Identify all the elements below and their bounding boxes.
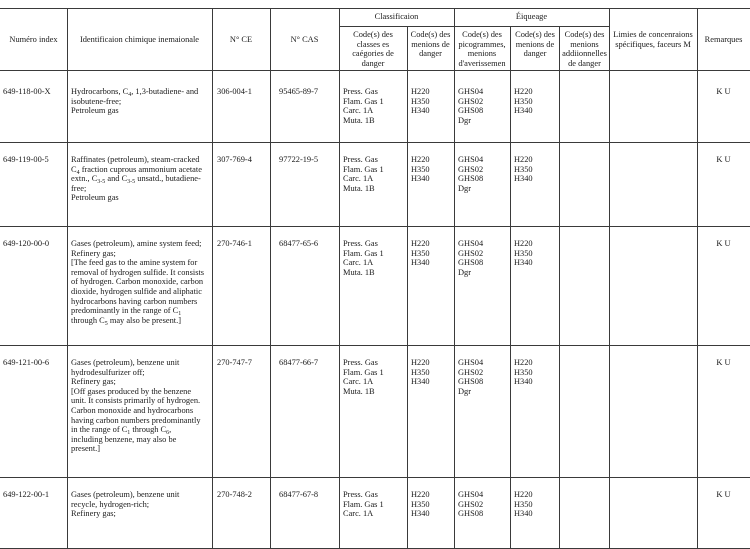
pictogram-codes-line: GHS04 [458, 239, 484, 248]
label-hazard-statement-codes-line: H340 [514, 174, 533, 184]
hazard-class-codes-line: Carc. 1A [343, 377, 374, 387]
ec-number: 270-748-2 [217, 490, 252, 499]
hazard-statement-codes-line: H350 [411, 96, 430, 106]
pictogram-codes-line: GHS02 [458, 248, 484, 258]
index-number: 649-121-00-6 [3, 358, 50, 367]
label-hazard-statement-codes-line: H340 [514, 106, 533, 116]
pictogram-codes [458, 358, 508, 396]
label-hazard-statement-codes-line: H220 [514, 87, 533, 96]
row-divider [0, 477, 750, 478]
label-hazard-statement-codes-line: H350 [514, 499, 533, 509]
chemical-identification-line: [Off gases produced by the benzene [71, 386, 192, 396]
hazard-class-codes-line: Flam. Gas 1 [343, 367, 384, 377]
header-identification: Identificaion chimique inemaionale [79, 35, 200, 44]
pictogram-codes-line: GHS02 [458, 96, 484, 106]
hazard-class-codes-line: Muta. 1B [343, 267, 375, 277]
ec-number: 270-747-7 [217, 358, 252, 367]
chemical-identification-line: Petroleum gas [71, 193, 119, 203]
col-divider [559, 26, 560, 549]
label-hazard-statement-codes-line: H350 [514, 248, 533, 258]
label-hazard-statement-codes-line: H340 [514, 258, 533, 268]
pictogram-codes-line: GHS08 [458, 106, 484, 116]
chemical-identification-line: of hydrogen. Carbon monoxide, carbon [71, 277, 204, 287]
row-divider [0, 142, 750, 143]
pictogram-codes-line: GHS08 [458, 174, 484, 184]
pictogram-codes-line: GHS04 [458, 155, 484, 164]
row-divider [0, 226, 750, 227]
remarks-notes: K U [716, 239, 731, 248]
label-hazard-statement-codes [514, 239, 558, 268]
label-hazard-statement-codes-line: H340 [514, 377, 533, 387]
hazard-class-codes-line: Press. Gas [343, 155, 378, 164]
chemical-identification-line: Carbon monoxide and hydrocarbons [71, 405, 194, 415]
index-number: 649-120-00-0 [3, 239, 50, 248]
header-remarks: Remarques [704, 35, 743, 44]
pictogram-codes-line: GHS02 [458, 164, 484, 174]
hazard-statement-codes-line: H220 [411, 358, 430, 367]
pictogram-codes-line: GHS08 [458, 258, 484, 268]
ec-number: 307-769-4 [217, 155, 252, 164]
hazard-statement-codes-line: H350 [411, 499, 430, 509]
chemical-identification-line: unit. It consists primarily of hydrogen. [71, 396, 201, 406]
hazard-class-codes-line: Muta. 1B [343, 386, 375, 396]
header-concentration-limits: Limies de concenraions spécifiques, faceurs M [613, 30, 693, 49]
hazard-statement-codes-line: H220 [411, 155, 430, 164]
hazard-class-codes-line: Muta. 1B [343, 183, 375, 193]
chemical-identification-line: Refinery gas; [71, 377, 116, 387]
cas-number: 97722-19-5 [279, 155, 319, 164]
pictogram-codes [458, 490, 508, 519]
hazard-class-codes-line: Muta. 1B [343, 115, 375, 125]
header-labelling: Éiqueage [515, 12, 548, 21]
col-divider [339, 8, 340, 549]
remarks-notes: K U [716, 358, 731, 367]
cas-number: 68477-65-6 [279, 239, 319, 248]
chemical-identification-line: Gases (petroleum), benzene unit [71, 490, 180, 499]
label-hazard-statement-codes [514, 155, 558, 184]
hazard-class-codes [343, 490, 405, 519]
chemical-identification-line: Raffinates (petroleum), steam-cracked [71, 155, 200, 164]
hazard-class-codes-line: Carc. 1A [343, 509, 374, 519]
hazard-class-codes-line: Carc. 1A [343, 258, 374, 268]
header-supplementary-statements: Code(s) des menions addiionnelles de danger [562, 30, 607, 68]
hazard-statement-codes-line: H350 [411, 164, 430, 174]
label-hazard-statement-codes [514, 87, 558, 116]
group-header-divider [339, 26, 609, 27]
hazard-class-codes-line: Flam. Gas 1 [343, 164, 384, 174]
hazard-statement-codes [411, 239, 453, 268]
remarks-notes: K U [716, 155, 731, 164]
label-hazard-statement-codes-line: H220 [514, 490, 533, 499]
hazard-statement-codes-line: H220 [411, 87, 430, 96]
hazard-class-codes-line: Press. Gas [343, 358, 378, 367]
hazard-class-codes-line: Carc. 1A [343, 106, 374, 116]
chemical-identification-line: extn., $C_{3-5}$ and $C_{3-5}$ unsatd., butadiene- [71, 174, 201, 186]
hazard-statement-codes [411, 358, 453, 387]
hazard-statement-codes-line: H340 [411, 509, 430, 519]
chemical-identification [71, 87, 211, 116]
hazard-statement-codes-line: H340 [411, 106, 430, 116]
cas-number: 68477-67-8 [279, 490, 319, 499]
pictogram-codes-line: GHS02 [458, 367, 484, 377]
hazard-statement-codes-line: H220 [411, 490, 430, 499]
chemical-identification-line: present.] [71, 444, 101, 454]
header-label-h-statements: Code(s) des menions de danger [515, 30, 555, 58]
col-divider [510, 26, 511, 549]
hazard-statement-codes-line: H340 [411, 377, 430, 387]
chemical-identification-line: Hydrocarbons, $C_4$, 1,3-butadiene- and [71, 87, 199, 98]
chemical-identification-line: hydrodesulfurizer off; [71, 367, 145, 377]
label-hazard-statement-codes-line: H350 [514, 367, 533, 377]
label-hazard-statement-codes-line: H340 [514, 509, 533, 519]
hazard-statement-codes-line: H350 [411, 248, 430, 258]
hazard-class-codes-line: Press. Gas [343, 87, 378, 96]
pictogram-codes-line: Dgr [458, 386, 472, 396]
chemical-identification [71, 239, 211, 325]
hazard-class-codes [343, 87, 405, 125]
header-class-h-statements: Code(s) des menions de danger [410, 30, 451, 58]
col-divider [609, 8, 610, 549]
hazard-class-codes [343, 155, 405, 193]
chemical-identification-line: through $C_5$ may also be present.] [71, 315, 181, 327]
pictogram-codes-line: GHS04 [458, 358, 484, 367]
chemical-identification-line: $C_4$ fraction cuprous ammonium acetate [71, 164, 202, 176]
pictogram-codes [458, 87, 508, 125]
col-divider [212, 8, 213, 549]
label-hazard-statement-codes-line: H350 [514, 96, 533, 106]
chemical-identification-line: recycle, hydrogen-rich; [71, 499, 150, 509]
pictogram-codes-line: GHS08 [458, 377, 484, 387]
chemical-identification [71, 490, 211, 519]
hazard-class-codes-line: Press. Gas [343, 490, 378, 499]
chemical-identification-line: removal of hydrogen sulfide. It consists [71, 267, 205, 277]
header-bottom-border [0, 70, 750, 71]
chemical-identification [71, 155, 211, 203]
cas-number: 95465-89-7 [279, 87, 319, 96]
pictogram-codes [458, 155, 508, 193]
hazard-statement-codes-line: H220 [411, 239, 430, 248]
cas-number: 68477-66-7 [279, 358, 319, 367]
hazard-statement-codes-line: H340 [411, 258, 430, 268]
index-number: 649-118-00-X [3, 87, 51, 96]
chemical-identification-line: including benzene, may also be [71, 434, 177, 444]
header-pictogram-codes: Code(s) des picogrammes, menions d'averissemen [458, 30, 506, 68]
index-number: 649-122-00-1 [3, 490, 50, 499]
col-divider [270, 8, 271, 549]
header-cas-number: N° CAS [290, 35, 319, 44]
table-top-border [0, 8, 750, 9]
hazard-statement-codes-line: H350 [411, 367, 430, 377]
header-ec-number: N° CE [229, 35, 253, 44]
header-class-codes: Code(s) des classes es caégories de danger [352, 30, 394, 68]
chemical-identification-line: having carbon numbers predominantly [71, 415, 201, 425]
label-hazard-statement-codes-line: H220 [514, 155, 533, 164]
label-hazard-statement-codes-line: H220 [514, 239, 533, 248]
label-hazard-statement-codes [514, 358, 558, 387]
chemical-identification-line: Gases (petroleum), amine system feed; [71, 239, 202, 248]
chemical-identification-line: predominantly in the range of $C_1$ [71, 306, 182, 318]
col-divider [67, 8, 68, 549]
col-divider [454, 8, 455, 549]
pictogram-codes-line: Dgr [458, 267, 472, 277]
chemical-identification-line: in the range of $C_1$ through $C_6$, [71, 425, 172, 437]
remarks-notes: K U [716, 490, 731, 499]
hazard-statement-codes [411, 87, 453, 116]
header-classification: Classificaion [374, 12, 419, 21]
chemical-identification-line: [The feed gas to the amine system for [71, 258, 198, 268]
chemical-identification-line: Gases (petroleum), benzene unit [71, 358, 180, 367]
chemical-identification-line: Petroleum gas [71, 106, 119, 116]
pictogram-codes-line: GHS08 [458, 509, 484, 519]
row-divider [0, 345, 750, 346]
hazard-statement-codes-line: H340 [411, 174, 430, 184]
hazard-class-codes-line: Flam. Gas 1 [343, 96, 384, 106]
pictogram-codes-line: Dgr [458, 115, 472, 125]
chemical-identification [71, 358, 211, 454]
chemical-identification-line: dioxide, hydrogen sulfide and aliphatic [71, 286, 202, 296]
col-divider [407, 26, 408, 549]
chemical-identification-line: hydrocarbons having carbon numbers [71, 296, 198, 306]
chemical-identification-line: isobutene-free; [71, 96, 122, 106]
hazard-statement-codes [411, 155, 453, 184]
remarks-notes: K U [716, 87, 731, 96]
header-index: Numéro index [9, 35, 58, 44]
pictogram-codes-line: Dgr [458, 183, 472, 193]
hazard-class-codes [343, 358, 405, 396]
hazard-class-codes-line: Carc. 1A [343, 174, 374, 184]
pictogram-codes [458, 239, 508, 277]
chemical-identification-line: Refinery gas; [71, 509, 116, 519]
hazard-class-codes [343, 239, 405, 277]
chemical-identification-line: free; [71, 183, 87, 193]
pictogram-codes-line: GHS04 [458, 87, 484, 96]
ec-number: 306-004-1 [217, 87, 252, 96]
pictogram-codes-line: GHS02 [458, 499, 484, 509]
label-hazard-statement-codes [514, 490, 558, 519]
ec-number: 270-746-1 [217, 239, 252, 248]
label-hazard-statement-codes-line: H350 [514, 164, 533, 174]
hazard-class-codes-line: Flam. Gas 1 [343, 499, 384, 509]
hazard-class-codes-line: Press. Gas [343, 239, 378, 248]
chemical-identification-line: Refinery gas; [71, 248, 116, 258]
hazard-class-codes-line: Flam. Gas 1 [343, 248, 384, 258]
pictogram-codes-line: GHS04 [458, 490, 484, 499]
label-hazard-statement-codes-line: H220 [514, 358, 533, 367]
hazard-statement-codes [411, 490, 453, 519]
index-number: 649-119-00-5 [3, 155, 49, 164]
